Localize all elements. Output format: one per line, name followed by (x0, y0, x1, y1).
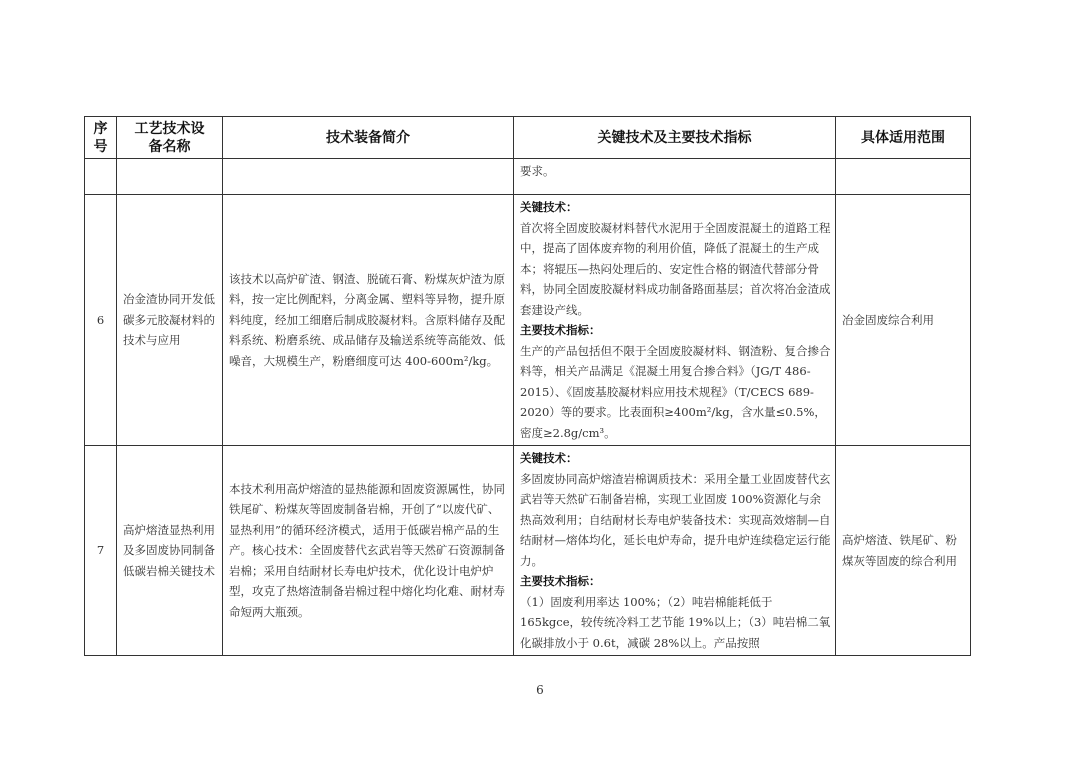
header-key: 关键技术及主要技术指标 (514, 117, 836, 159)
index-text: 生产的产品包括但不限于全固废胶凝材料、钢渣粉、复合掺合料等，相关产品满足《混凝土用复合掺合料》（JG/T 486-2015）、《固废基胶凝材料应用技术规程》（T/CECS 689-2020）等的要求。比表面积≥400m²/kg，含水量≤0.5%，密度≥2.8g/cm³。 (520, 343, 831, 440)
row7-key (514, 446, 836, 656)
index-text: （1）固废利用率达 100%；（2）吨岩棉能耗低于 165kgce，较传统冷料工艺节能 19%以上；（3）吨岩棉二氧化碳排放小于 0.6t，减碳 28%以上。产品按照 (520, 594, 831, 650)
header-scope: 具体适用范围 (836, 117, 971, 159)
index-title: 主要技术指标： (520, 574, 601, 588)
table-row (85, 446, 971, 656)
row7-no: 7 (85, 446, 117, 656)
table-header-row (85, 117, 971, 159)
key-tech-title: 关键技术： (520, 451, 578, 465)
key-tech-text: 多固废协同高炉熔渣岩棉调质技术：采用全量工业固废替代玄武岩等天然矿石制备岩棉，实现工业固废 100%资源化与余热高效利用；自结耐材长寿电炉装备技术：实现高效熔制—自结耐材—熔体均化，延长电炉寿命，提升电炉连续稳定运行能力。 (520, 471, 831, 568)
header-intro: 技术装备简介 (223, 117, 514, 159)
table-row (85, 159, 971, 195)
row6-no: 6 (85, 195, 117, 446)
cont-name-cell (117, 159, 223, 195)
cont-intro-cell (223, 159, 514, 195)
key-tech-text: 首次将全固废胶凝材料替代水泥用于全固废混凝土的道路工程中，提高了固体废弃物的利用价值，降低了混凝土的生产成本；将辊压—热闷处理后的、安定性合格的钢渣代替部分骨料，协同全固废胶凝材料成功制备路面基层；首次将冶金渣成套建设产线。 (520, 220, 831, 317)
technology-table (84, 116, 971, 656)
header-no: 序号 (85, 117, 117, 159)
row6-key (514, 195, 836, 446)
table-row (85, 195, 971, 446)
row6-intro: 该技术以高炉矿渣、钢渣、脱硫石膏、粉煤灰炉渣为原料，按一定比例配料，分离金属、塑料等异物，提升原料纯度，经加工细磨后制成胶凝材料。含原料储存及配料系统、粉磨系统、成品储存及输送系统等高能效、低噪音，大规模生产，粉磨细度可达 400-600m²/kg。 (223, 195, 514, 446)
header-name: 工艺技术设备名称 (117, 117, 223, 159)
key-tech-title: 关键技术： (520, 200, 578, 214)
cont-no-cell (85, 159, 117, 195)
row6-scope: 冶金固废综合利用 (836, 195, 971, 446)
page-number: 6 (536, 683, 544, 697)
index-title: 主要技术指标： (520, 323, 601, 337)
cont-scope-cell (836, 159, 971, 195)
continued-text: 要求。 (520, 164, 555, 178)
row7-name: 高炉熔渣显热利用及多固废协同制备低碳岩棉关键技术 (117, 446, 223, 656)
row6-name: 冶金渣协同开发低碳多元胶凝材料的技术与应用 (117, 195, 223, 446)
row7-intro: 本技术利用高炉熔渣的显热能源和固废资源属性，协同铁尾矿、粉煤灰等固废制备岩棉，开创了“以废代矿、显热利用”的循环经济模式，适用于低碳岩棉产品的生产。核心技术：全固废替代玄武岩等天然矿石资源制备岩棉；采用自结耐材长寿电炉技术，优化设计电炉炉型，攻克了热熔渣制备岩棉过程中熔化均化难、耐材寿命短两大瓶颈。 (223, 446, 514, 656)
cont-key-cell (514, 159, 836, 195)
row7-scope: 高炉熔渣、铁尾矿、粉煤灰等固废的综合利用 (836, 446, 971, 656)
